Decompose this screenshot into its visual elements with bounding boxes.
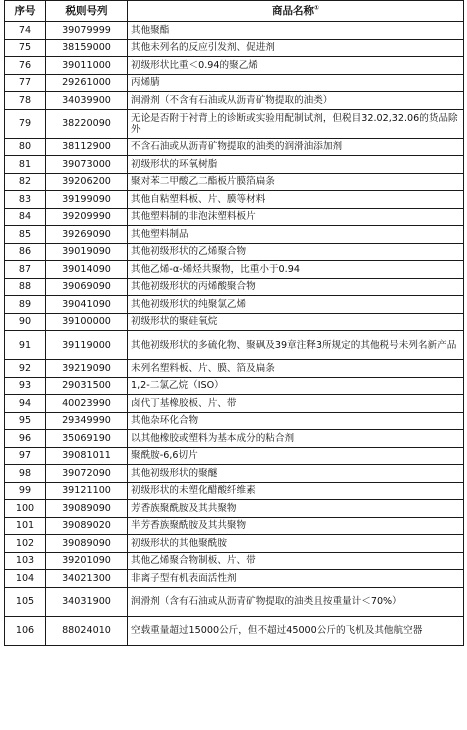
row-name: 其他初级形状的纯聚氯乙烯	[128, 296, 464, 314]
row-code: 39121100	[46, 482, 128, 500]
row-name: 芳香族聚酰胺及其共聚物	[128, 500, 464, 518]
row-name: 其他聚酯	[128, 22, 464, 40]
row-index: 76	[5, 57, 46, 75]
table-row	[5, 430, 464, 448]
table-row	[5, 377, 464, 395]
row-index: 75	[5, 39, 46, 57]
table-row	[5, 243, 464, 261]
table-row	[5, 552, 464, 570]
row-code: 39201090	[46, 552, 128, 570]
row-name: 初级形状的未塑化醋酸纤维素	[128, 482, 464, 500]
table-row	[5, 261, 464, 279]
row-code: 29031500	[46, 377, 128, 395]
row-name: 1,2-二氯乙烷（ISO）	[128, 377, 464, 395]
row-name: 润滑剂（含有石油或从沥青矿物提取的油类且按重量计＜70%）	[128, 587, 464, 616]
row-code: 35069190	[46, 430, 128, 448]
table-row	[5, 517, 464, 535]
row-index: 90	[5, 313, 46, 331]
table-row	[5, 208, 464, 226]
tariff-table	[4, 0, 464, 646]
row-index: 81	[5, 156, 46, 174]
row-index: 78	[5, 92, 46, 110]
row-name: 半芳香族聚酰胺及其共聚物	[128, 517, 464, 535]
table-row	[5, 395, 464, 413]
row-name: 其他自粘塑料板、片、膜等材料	[128, 191, 464, 209]
row-index: 105	[5, 587, 46, 616]
row-name: 不含石油或从沥青矿物提取的油类的润滑油添加剂	[128, 138, 464, 156]
row-name: 初级形状的环氧树脂	[128, 156, 464, 174]
table-row	[5, 296, 464, 314]
row-name: 未列名塑料板、片、膜、箔及扁条	[128, 360, 464, 378]
table-body	[5, 22, 464, 646]
table-row	[5, 39, 464, 57]
row-code: 39089090	[46, 535, 128, 553]
row-index: 84	[5, 208, 46, 226]
header-code: 税则号列	[46, 1, 128, 22]
row-code: 39209990	[46, 208, 128, 226]
table-row	[5, 138, 464, 156]
row-name: 其他塑料制品	[128, 226, 464, 244]
table-row	[5, 173, 464, 191]
table-row	[5, 412, 464, 430]
row-index: 106	[5, 616, 46, 645]
row-index: 88	[5, 278, 46, 296]
row-name: 其他乙烯聚合物制板、片、带	[128, 552, 464, 570]
row-name: 其他塑料制的非泡沫塑料板片	[128, 208, 464, 226]
table-row	[5, 482, 464, 500]
table-row	[5, 109, 464, 138]
row-code: 40023990	[46, 395, 128, 413]
row-name: 空载重量超过15000公斤，但不超过45000公斤的飞机及其他航空器	[128, 616, 464, 645]
header-index: 序号	[5, 1, 46, 22]
row-name: 初级形状的其他聚酰胺	[128, 535, 464, 553]
row-index: 80	[5, 138, 46, 156]
table-row	[5, 535, 464, 553]
row-name: 其他杂环化合物	[128, 412, 464, 430]
table-row	[5, 587, 464, 616]
row-index: 85	[5, 226, 46, 244]
row-index: 91	[5, 331, 46, 360]
table-row	[5, 74, 464, 92]
row-code: 38159000	[46, 39, 128, 57]
table-row	[5, 570, 464, 588]
row-code: 39081011	[46, 447, 128, 465]
table-row	[5, 191, 464, 209]
row-code: 39073000	[46, 156, 128, 174]
row-code: 38112900	[46, 138, 128, 156]
header-row	[5, 1, 464, 22]
table-row	[5, 278, 464, 296]
row-index: 95	[5, 412, 46, 430]
table-row	[5, 360, 464, 378]
row-code: 39100000	[46, 313, 128, 331]
row-index: 83	[5, 191, 46, 209]
row-code: 29261000	[46, 74, 128, 92]
row-code: 39072090	[46, 465, 128, 483]
row-index: 77	[5, 74, 46, 92]
row-code: 39199090	[46, 191, 128, 209]
row-index: 96	[5, 430, 46, 448]
row-code: 34031900	[46, 587, 128, 616]
header-name-cell	[128, 1, 464, 22]
row-index: 101	[5, 517, 46, 535]
table-row	[5, 92, 464, 110]
row-name: 其他初级形状的聚醚	[128, 465, 464, 483]
table-row	[5, 57, 464, 75]
row-index: 79	[5, 109, 46, 138]
row-code: 39069090	[46, 278, 128, 296]
row-code: 38220090	[46, 109, 128, 138]
row-name: 其他初级形状的乙烯聚合物	[128, 243, 464, 261]
row-name: 丙烯腈	[128, 74, 464, 92]
row-index: 98	[5, 465, 46, 483]
row-code: 29349990	[46, 412, 128, 430]
row-index: 103	[5, 552, 46, 570]
table-row	[5, 465, 464, 483]
table-row	[5, 313, 464, 331]
header-name-note: ①	[313, 4, 320, 11]
row-name: 其他初级形状的丙烯酸聚合物	[128, 278, 464, 296]
row-name: 其他初级形状的多硫化物、聚砜及39章注释3所规定的其他税号未列名新产品	[128, 331, 464, 360]
row-index: 86	[5, 243, 46, 261]
row-name: 其他未列名的反应引发剂、促进剂	[128, 39, 464, 57]
row-name: 聚对苯二甲酸乙二酯板片膜箔扁条	[128, 173, 464, 191]
row-name: 其他乙烯-α-烯烃共聚物，比重小于0.94	[128, 261, 464, 279]
row-index: 100	[5, 500, 46, 518]
row-name: 无论是否附于衬背上的诊断或实验用配制试剂，但税目32.02,32.06的货品除外	[128, 109, 464, 138]
row-code: 34021300	[46, 570, 128, 588]
row-name: 以其他橡胶或塑料为基本成分的粘合剂	[128, 430, 464, 448]
row-code: 88024010	[46, 616, 128, 645]
row-code: 39206200	[46, 173, 128, 191]
row-name: 聚酰胺-6,6切片	[128, 447, 464, 465]
row-code: 34039900	[46, 92, 128, 110]
table-row	[5, 22, 464, 40]
row-code: 39119000	[46, 331, 128, 360]
row-index: 74	[5, 22, 46, 40]
row-name: 非离子型有机表面活性剂	[128, 570, 464, 588]
row-code: 39014090	[46, 261, 128, 279]
table-row	[5, 156, 464, 174]
row-index: 94	[5, 395, 46, 413]
row-name: 润滑剂（不含有石油或从沥青矿物提取的油类）	[128, 92, 464, 110]
row-code: 39019090	[46, 243, 128, 261]
row-index: 104	[5, 570, 46, 588]
row-index: 102	[5, 535, 46, 553]
row-code: 39089090	[46, 500, 128, 518]
row-index: 89	[5, 296, 46, 314]
header-name: 商品名称	[271, 4, 314, 17]
row-index: 92	[5, 360, 46, 378]
row-index: 87	[5, 261, 46, 279]
row-code: 39219090	[46, 360, 128, 378]
row-name: 卤代丁基橡胶板、片、带	[128, 395, 464, 413]
row-index: 99	[5, 482, 46, 500]
row-code: 39041090	[46, 296, 128, 314]
row-index: 82	[5, 173, 46, 191]
row-index: 97	[5, 447, 46, 465]
row-index: 93	[5, 377, 46, 395]
table-row	[5, 447, 464, 465]
row-code: 39011000	[46, 57, 128, 75]
row-code: 39089020	[46, 517, 128, 535]
row-code: 39269090	[46, 226, 128, 244]
table-row	[5, 500, 464, 518]
table-row	[5, 331, 464, 360]
row-name: 初级形状比重＜0.94的聚乙烯	[128, 57, 464, 75]
table-row	[5, 616, 464, 645]
row-code: 39079999	[46, 22, 128, 40]
table-row	[5, 226, 464, 244]
row-name: 初级形状的聚硅氧烷	[128, 313, 464, 331]
